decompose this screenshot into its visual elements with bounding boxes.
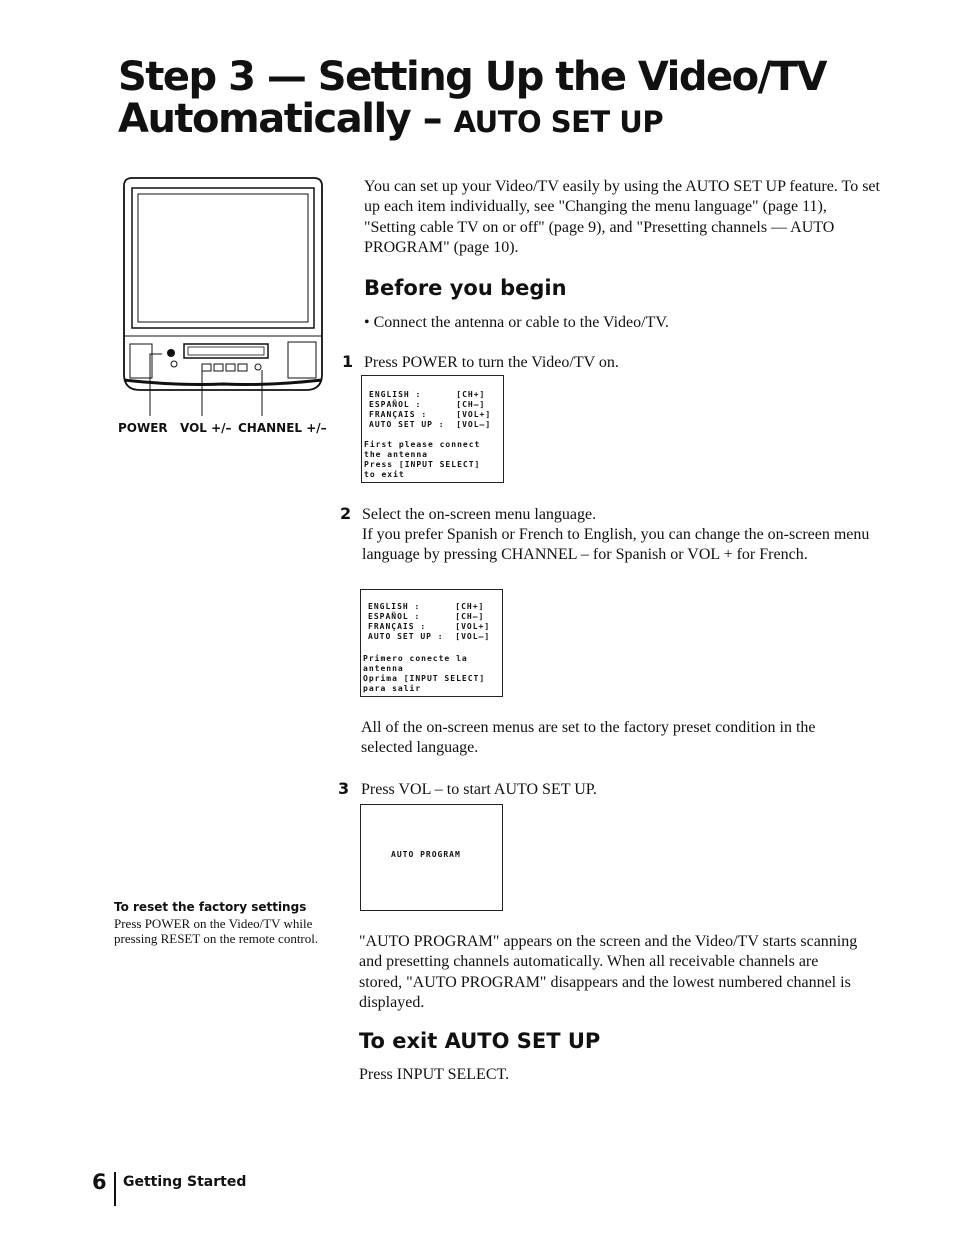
label-vol: VOL +/–	[180, 421, 232, 435]
page-title-main: Automatically –	[118, 96, 454, 142]
osd-message-line: antenna	[363, 664, 404, 673]
osd-menu-line: ESPAÑOL : [CH–]	[369, 400, 486, 409]
osd-message-line: the antenna	[364, 450, 428, 459]
step-3-text: Press VOL – to start AUTO SET UP.	[361, 781, 597, 798]
side-note-text: Press POWER on the Video/TV while pressing RESET on the remote control.	[114, 916, 319, 946]
section-name: Getting Started	[123, 1174, 247, 1190]
label-channel: CHANNEL +/–	[238, 421, 327, 435]
osd-message-line: AUTO PROGRAM	[391, 850, 461, 859]
step-1-number: 1	[342, 352, 354, 371]
tv-drawing	[118, 176, 328, 416]
osd-message-line: Oprima [INPUT SELECT]	[363, 674, 486, 683]
step-3-number: 3	[338, 779, 350, 798]
osd-menu-line: AUTO SET UP : [VOL–]	[368, 632, 491, 641]
label-power: POWER	[118, 421, 168, 435]
before-you-begin-heading: Before you begin	[364, 276, 567, 300]
step-2-screen	[360, 589, 503, 697]
osd-menu-line: ENGLISH : [CH+]	[369, 390, 486, 399]
step-2-detail: If you prefer Spanish or French to English, you can change the on-screen menu language by pressing CHANNEL – for Spanish or VOL + for French.	[362, 526, 870, 564]
step-1-screen	[361, 375, 504, 483]
exit-text: Press INPUT SELECT.	[359, 1066, 510, 1083]
osd-message-line: First please connect	[364, 440, 481, 449]
intro-paragraph: You can set up your Video/TV easily by using the AUTO SET UP feature. To set up each item individually, see "Changing the menu language" (page 11), "Setting cable TV on or off" (page 9), and "Presetting channels — AUTO PROGRAM" (page 10).	[364, 178, 880, 256]
footer-divider	[114, 1172, 116, 1206]
step-1-text: Press POWER to turn the Video/TV on.	[364, 354, 619, 371]
page-title-subtitle: AUTO SET UP	[453, 105, 664, 139]
step-2-note: All of the on-screen menus are set to the factory preset condition in the selected language.	[361, 719, 816, 757]
osd-menu-line: ENGLISH : [CH+]	[368, 602, 485, 611]
page-number: 6	[92, 1170, 107, 1194]
step-3-screen	[360, 804, 503, 911]
step-2-text: Select the on-screen menu language.	[362, 506, 597, 523]
osd-message-line: para salir	[363, 684, 422, 693]
osd-menu-line: FRANÇAIS : [VOL+]	[368, 622, 491, 631]
osd-message-line: Press [INPUT SELECT]	[364, 460, 481, 469]
step-3-after: "AUTO PROGRAM" appears on the screen and the Video/TV starts scanning and presetting channels automatically. When all receivable channels are stored, "AUTO PROGRAM" disappears and the lowest numbered channel is displayed.	[359, 933, 858, 1011]
page-title-line2	[118, 96, 663, 145]
osd-message-line: to exit	[364, 470, 405, 479]
osd-menu-line: AUTO SET UP : [VOL–]	[369, 420, 492, 429]
before-you-begin-bullet: • Connect the antenna or cable to the Video/TV.	[364, 314, 669, 331]
osd-menu-line: FRANÇAIS : [VOL+]	[369, 410, 492, 419]
osd-message-line: Primero conecte la	[363, 654, 468, 663]
side-note-heading: To reset the factory settings	[114, 900, 307, 914]
osd-menu-line: ESPAÑOL : [CH–]	[368, 612, 485, 621]
page-title-line1: Step 3 — Setting Up the Video/TV	[118, 54, 826, 100]
exit-heading: To exit AUTO SET UP	[359, 1029, 601, 1053]
step-2-number: 2	[340, 504, 352, 523]
tv-illustration	[118, 176, 328, 416]
